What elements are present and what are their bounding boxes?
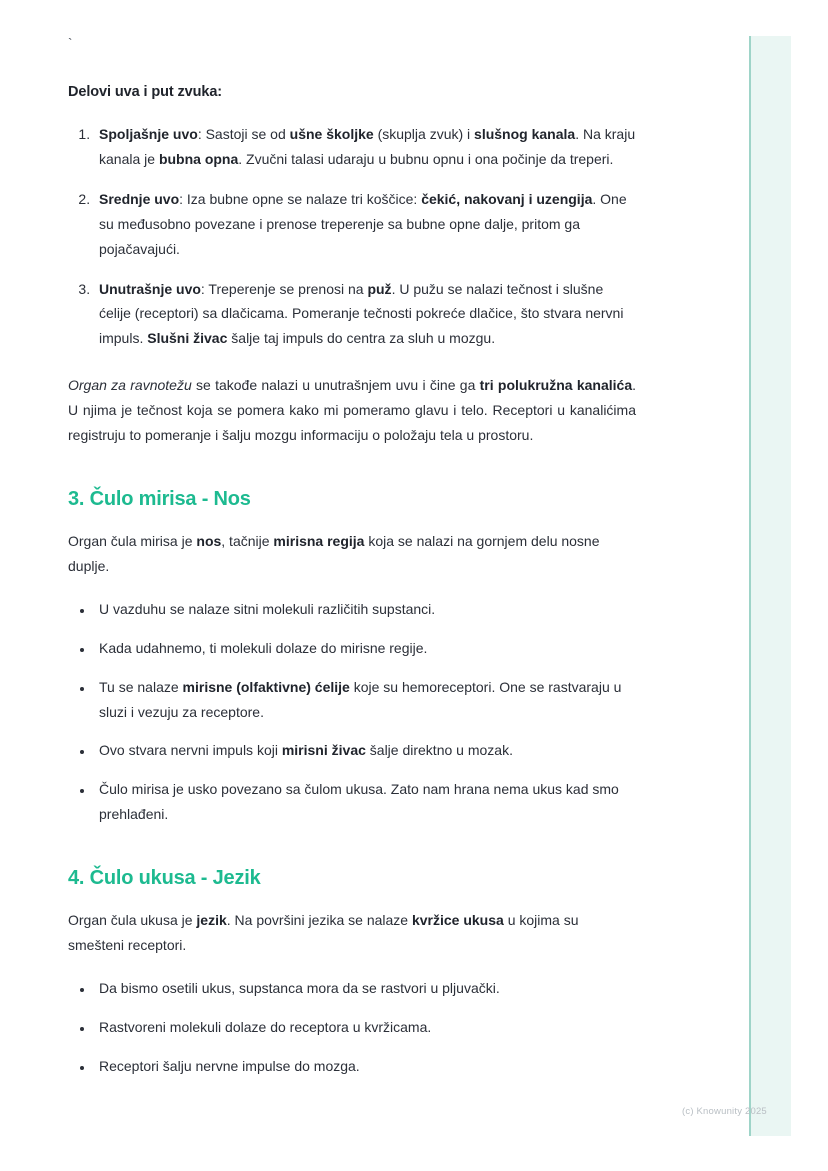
text-run: . U pužu se nalazi tečnost i slušne ćelije (receptori) sa dlačicama. Pomeranje tečnosti pokreće dlačice, što stvara nervni impuls. [99, 280, 624, 347]
ear-parts-list-item [94, 122, 636, 172]
text-run: Organ čula mirisa je [68, 532, 197, 549]
ear-parts-list [68, 122, 636, 351]
text-run: . One su međusobno povezane i prenose treperenje sa bubne opne dalje, pritom ga pojačavajući. [99, 190, 627, 257]
bold-term: ušne školjke [289, 126, 374, 142]
text-run: . Na kraju kanala je [99, 126, 636, 167]
text-run: U vazduhu se nalaze sitni molekuli različitih supstanci. [99, 600, 436, 617]
section-title-smell: 3. Čulo mirisa - Nos [68, 487, 251, 510]
italic-term: Organ za ravnotežu [68, 377, 192, 394]
text-run: Receptori šalju nervne impulse do mozga. [99, 1057, 360, 1074]
text-run: Kada udahnemo, ti molekuli dolaze do mirisne regije. [99, 639, 428, 656]
section-title-taste: 4. Čulo ukusa - Jezik [68, 867, 261, 890]
ear-parts-heading: Delovi uva i put zvuka: [68, 84, 223, 100]
smell-bullet-list [68, 597, 636, 827]
text-run: , tačnije [221, 532, 274, 549]
text-run: koja se nalazi na gornjem delu nosne duplje. [68, 532, 600, 574]
bold-term: tri polukružna kanalića [479, 377, 633, 394]
ear-parts-list-item [94, 187, 636, 262]
bold-term: Slušni živac [147, 330, 228, 347]
bold-term: Srednje uvo [99, 190, 180, 207]
text-run: Tu se nalaze [99, 678, 183, 695]
smell-bullet-item [94, 636, 636, 661]
bold-term: Unutrašnje uvo [99, 280, 201, 297]
taste-intro-paragraph [68, 908, 636, 958]
text-run: . U njima je tečnost koja se pomera kako mi pomeramo glavu i telo. Receptori u kanalićima registruju to pomeranje i šalju mozgu informaciju o položaju tela u prostoru. [68, 377, 636, 444]
taste-bullet-item [94, 1015, 636, 1040]
smell-intro-paragraph [68, 529, 636, 579]
text-run: . Zvučni talasi udaraju u bubnu opnu i ona počinje da treperi. [238, 150, 614, 167]
stray-tick-mark: ` [68, 35, 73, 50]
smell-bullet-item [94, 777, 636, 827]
text-run: . Na površini jezika se nalaze [226, 912, 412, 929]
text-run: se takođe nalazi u unutrašnjem uvu i čine ga [191, 377, 480, 394]
smell-bullet-item [94, 597, 636, 622]
bold-term: čekić, nakovanj i uzengija [421, 190, 593, 207]
document-content [68, 84, 636, 1093]
bold-term: kvržice ukusa [411, 912, 504, 929]
text-run: šalje direktno u mozak. [365, 742, 513, 759]
text-run: šalje taj impuls do centra za sluh u mozgu. [227, 330, 496, 347]
text-run: Čulo mirisa je usko povezano sa čulom ukusa. Zato nam hrana nema ukus kad smo prehlađeni. [99, 781, 619, 823]
text-run: Da bismo osetili ukus, supstanca mora da se rastvori u pljuvački. [99, 979, 500, 996]
copyright-watermark: (c) Knowunity 2025 [682, 1106, 767, 1117]
taste-bullet-item [94, 1054, 636, 1079]
ear-parts-list-item [94, 277, 636, 352]
text-run: Organ čula ukusa je [68, 912, 197, 929]
bold-term: mirisni živac [281, 742, 366, 759]
bold-term: mirisne (olfaktivne) ćelije [182, 678, 350, 695]
text-run: u kojima su smešteni receptori. [68, 912, 579, 954]
text-run: : Sastoji se od [197, 126, 290, 142]
bold-term: nos [196, 532, 222, 549]
balance-organ-paragraph [68, 373, 636, 448]
text-run: (skuplja zvuk) i [373, 126, 475, 142]
bold-term: puž [367, 280, 392, 297]
text-run: koje su hemoreceptori. One se rastvaraju u sluzi i vezuju za receptore. [99, 678, 622, 720]
bold-term: slušnog kanala [474, 126, 576, 142]
text-run: Rastvoreni molekuli dolaze do receptora u kvržicama. [99, 1018, 432, 1035]
text-run: : Treperenje se prenosi na [200, 280, 368, 297]
taste-bullet-item [94, 976, 636, 1001]
bold-term: bubna opna [158, 150, 239, 167]
bold-term: Spoljašnje uvo [99, 126, 198, 142]
taste-bullet-list [68, 976, 636, 1079]
smell-bullet-item [94, 738, 636, 763]
bold-term: jezik [196, 912, 227, 929]
text-run: Ovo stvara nervni impuls koji [99, 742, 282, 759]
bold-term: mirisna regija [273, 532, 365, 549]
text-run: : Iza bubne opne se nalaze tri koščice: [179, 190, 422, 207]
smell-bullet-item [94, 675, 636, 725]
